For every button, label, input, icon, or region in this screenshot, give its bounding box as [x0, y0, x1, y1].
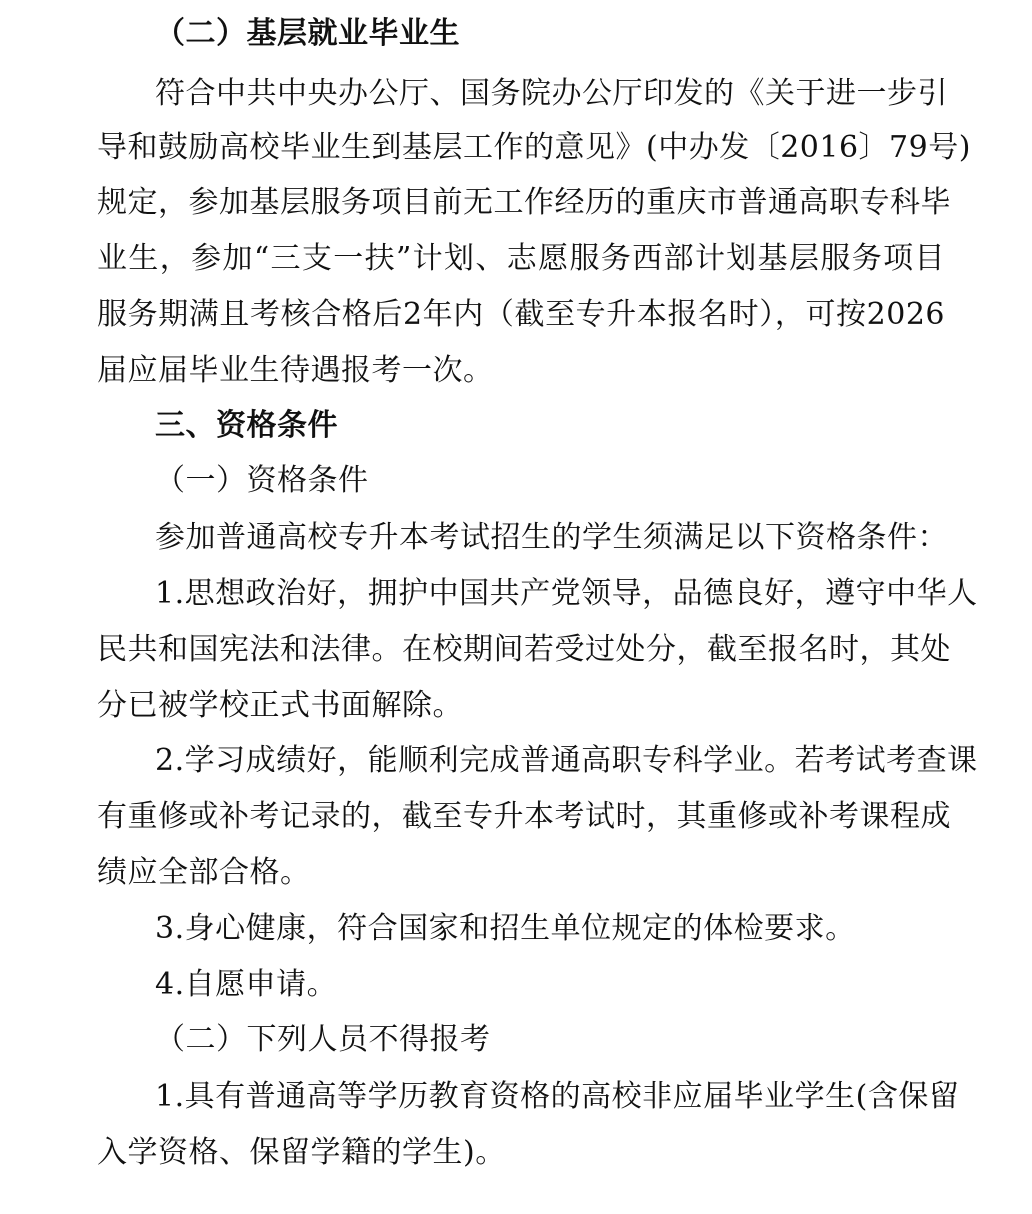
qualification-item-3: 3.身心健康，符合国家和招生单位规定的体检要求。: [155, 911, 856, 946]
paragraph-line: 届应届毕业生待遇报考一次。: [97, 353, 494, 388]
qualification-item-1-line: 分已被学校正式书面解除。: [97, 688, 463, 723]
exclusion-item-1-line: 入学资格、保留学籍的学生)。: [97, 1135, 506, 1170]
subheading-qualifications: （一）资格条件: [155, 463, 369, 498]
qualification-item-2-line: 2.学习成绩好，能顺利完成普通高职专科学业。若考试考查课: [155, 743, 978, 778]
subheading-exclusions: （二）下列人员不得报考: [155, 1022, 491, 1057]
paragraph-line: 业生，参加“三支一扶”计划、志愿服务西部计划基层服务项目: [97, 241, 945, 276]
qualification-item-1-line: 1.思想政治好，拥护中国共产党领导，品德良好，遵守中华人: [155, 576, 978, 611]
qualification-item-2-line: 有重修或补考记录的，截至专升本考试时，其重修或补考课程成: [97, 799, 951, 834]
qualification-item-4: 4.自愿申请。: [155, 967, 338, 1002]
qualification-item-1-line: 民共和国宪法和法律。在校期间若受过处分，截至报名时，其处: [97, 632, 951, 667]
paragraph-line: 导和鼓励高校毕业生到基层工作的意见》(中办发〔2016〕79号): [97, 130, 971, 165]
heading-qualifications: 三、资格条件: [155, 408, 338, 443]
paragraph-line: 规定，参加基层服务项目前无工作经历的重庆市普通高职专科毕: [97, 185, 951, 220]
paragraph-line: 服务期满且考核合格后2年内（截至专升本报名时），可按2026: [97, 297, 945, 332]
qualification-intro: 参加普通高校专升本考试招生的学生须满足以下资格条件：: [155, 520, 948, 555]
heading-basic-graduates: （二）基层就业毕业生: [155, 16, 460, 51]
paragraph-line: 符合中共中央办公厅、国务院办公厅印发的《关于进一步引: [155, 76, 948, 111]
exclusion-item-1-line: 1.具有普通高等学历教育资格的高校非应届毕业学生(含保留: [155, 1079, 960, 1114]
qualification-item-2-line: 绩应全部合格。: [97, 855, 311, 890]
